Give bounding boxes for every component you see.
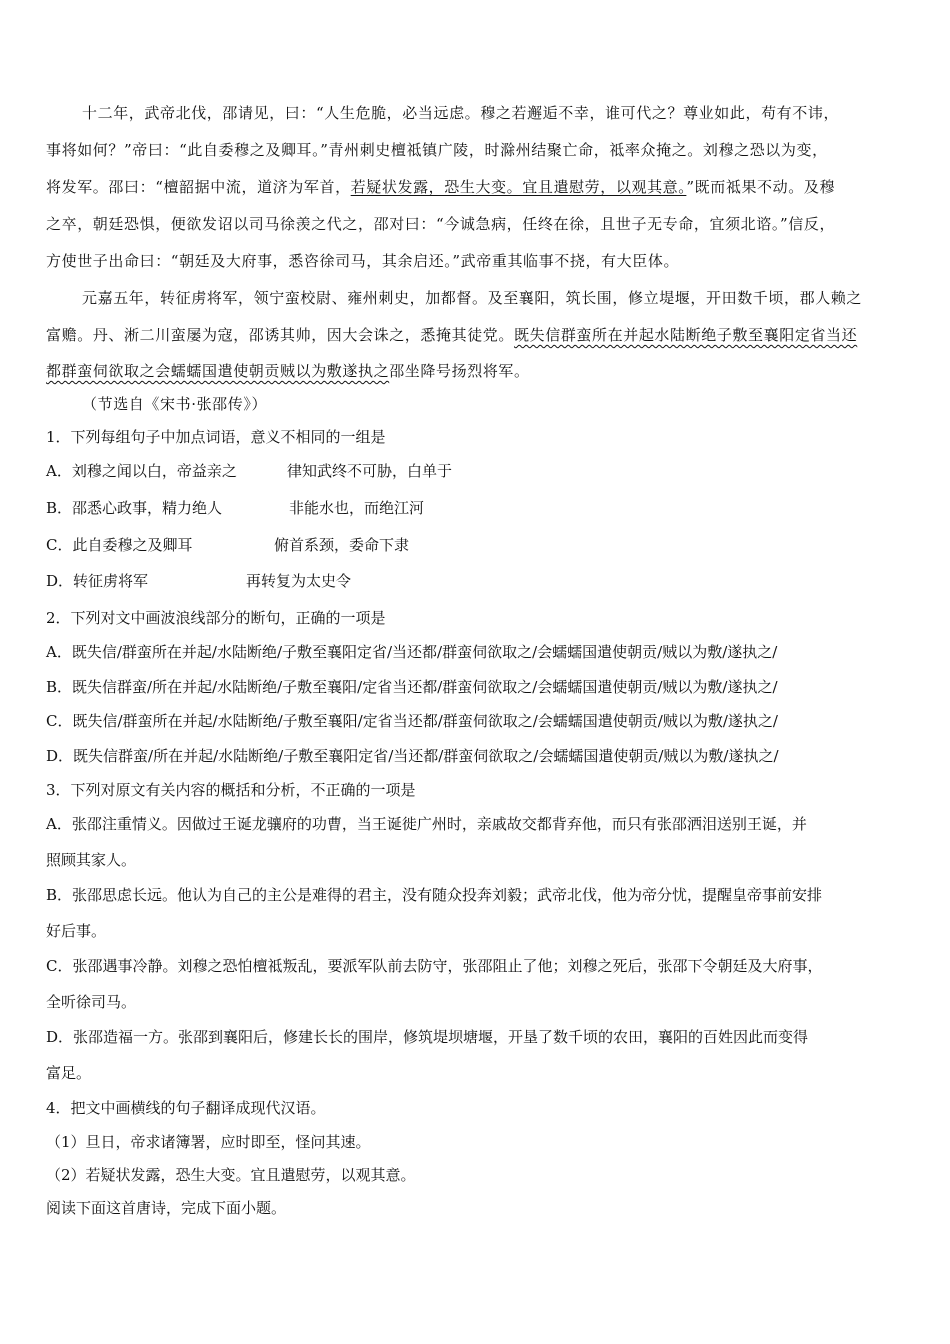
passage-p2-line2 <box>46 325 857 345</box>
q2-stem: 2．下列对文中画波浪线部分的断句，正确的一项是 <box>46 609 386 627</box>
passage-p2-line1: 元嘉五年，转征虏将军，领宁蛮校尉、雍州刺史，加都督。及至襄阳，筑长围，修立堤堰，开田数千顷，郡人赖之 <box>82 289 863 307</box>
q4-stem: 4．把文中画横线的句子翻译成现代汉语。 <box>46 1099 326 1117</box>
wavy-line-segment-1: 既失信群蛮所在并起水陆断绝子敷至襄阳定省当还 <box>514 326 858 344</box>
q1-c-left: C．此自委穆之及卿耳 <box>46 536 193 554</box>
passage-p1-line3-post: ”既而祗果不动。及穆 <box>686 178 836 196</box>
q1-b-right: 非能水也，而绝江河 <box>289 499 425 517</box>
q3-stem: 3．下列对原文有关内容的概括和分析，不正确的一项是 <box>46 781 416 799</box>
passage-p2-line3 <box>46 361 530 381</box>
passage-p1-line3 <box>46 177 835 197</box>
q3-option-a-line2: 照顾其家人。 <box>46 851 137 869</box>
q1-a-left: A．刘穆之闻以白，帝益亲之 <box>46 462 237 480</box>
passage-p1-line1: 十二年，武帝北伐，邵请见，曰：“人生危脆，必当远虑。穆之若邂逅不幸，谁可代之？尊业如此，苟有不讳， <box>82 104 840 122</box>
underlined-sentence: 若疑状发露，恐生大变。宜且遣慰劳，以观其意。 <box>350 178 687 196</box>
passage-p1-line4: 之卒，朝廷恐惧，便欲发诏以司马徐羡之代之，邵对曰：“今诚急病，任终在徐，且世子无专命，宜须北谘。”信反， <box>46 215 836 233</box>
q1-stem: 1．下列每组句子中加点词语，意义不相同的一组是 <box>46 428 386 446</box>
next-section-instruction: 阅读下面这首唐诗，完成下面小题。 <box>46 1199 287 1217</box>
q4-sentence-1: （1）旦日，帝求诸簿署，应时即至，怪问其速。 <box>46 1133 371 1151</box>
q2-option-b: B．既失信群蛮/所在并起/水陆断绝/子敷至襄阳/定省当还都/群蛮伺欲取之/会蠕蠕国遣使朝贡/贼以为敷/遂执之/ <box>46 678 778 696</box>
q1-option-c <box>46 535 409 555</box>
q3-option-a-line1: A．张邵注重情义。因做过王诞龙骧府的功曹，当王诞徙广州时，亲戚故交都背弃他，而只有张邵洒泪送别王诞，并 <box>46 815 807 833</box>
passage-p1-line5: 方使世子出命曰：“朝廷及大府事，悉咨徐司马，其余启还。”武帝重其临事不挠，有大臣体。 <box>46 252 680 270</box>
q2-option-d: D．既失信群蛮/所在并起/水陆断绝/子敷至襄阳定省/当还都/群蛮伺欲取之/会蠕蠕国遣使朝贡/贼以为敷/遂执之/ <box>46 747 779 765</box>
passage-p1-line3-pre: 将发军。邵曰：“檀韶据中流，道济为军首， <box>46 178 351 196</box>
q2-option-a: A．既失信/群蛮所在并起/水陆断绝/子敷至襄阳定省/当还都/群蛮伺欲取之/会蠕蠕国遣使朝贡/贼以为敷/遂执之/ <box>46 643 778 661</box>
q4-sentence-2: （2）若疑状发露，恐生大变。宜且遣慰劳，以观其意。 <box>46 1166 416 1184</box>
wavy-line-segment-2: 都群蛮伺欲取之会蠕蠕国遣使朝贡贼以为敷遂执之 <box>46 362 390 380</box>
q1-d-left: D．转征虏将军 <box>46 572 149 590</box>
passage-p1-line2: 事将如何？”帝曰：“此自委穆之及卿耳。”青州刺史檀祗镇广陵，时滁州结聚亡命，祗率众掩之。刘穆之恐以为变， <box>46 141 828 159</box>
q3-option-b-line2: 好后事。 <box>46 922 107 940</box>
passage-source: （节选自《宋书·张邵传》） <box>82 395 268 413</box>
q1-option-b <box>46 498 424 518</box>
q3-option-c-line1: C．张邵遇事冷静。刘穆之恐怕檀祗叛乱，要派军队前去防守，张邵阻止了他；刘穆之死后，张邵下令朝廷及大府事， <box>46 957 823 975</box>
q1-d-right: 再转复为太史令 <box>246 572 352 590</box>
passage-p2-line2-pre: 富赡。丹、淅二川蛮屡为寇，邵诱其帅，因大会诛之，悉掩其徒党。 <box>46 326 515 344</box>
q2-option-c: C．既失信/群蛮所在并起/水陆断绝/子敷至襄阳/定省当还都/群蛮伺欲取之/会蠕蠕国遣使朝贡/贼以为敷/遂执之/ <box>46 712 778 730</box>
passage-p2-line3-post: 邵坐降号扬烈将军。 <box>389 362 530 380</box>
q3-option-d-line2: 富足。 <box>46 1064 92 1082</box>
q1-b-left: B．邵悉心政事，精力绝人 <box>46 499 223 517</box>
q3-option-d-line1: D．张邵造福一方。张邵到襄阳后，修建长长的围岸，修筑堤坝塘堰，开垦了数千顷的农田，襄阳的百姓因此而变得 <box>46 1028 809 1046</box>
q3-option-b-line1: B．张邵思虑长远。他认为自己的主公是难得的君主，没有随众投奔刘毅；武帝北伐，他为帝分忧，提醒皇帝事前安排 <box>46 886 823 904</box>
q1-a-right: 律知武终不可胁，白单于 <box>287 462 453 480</box>
q1-option-d <box>46 571 351 591</box>
q1-option-a <box>46 461 452 481</box>
q3-option-c-line2: 全听徐司马。 <box>46 993 137 1011</box>
q1-c-right: 俯首系颈，委命下隶 <box>274 536 410 554</box>
